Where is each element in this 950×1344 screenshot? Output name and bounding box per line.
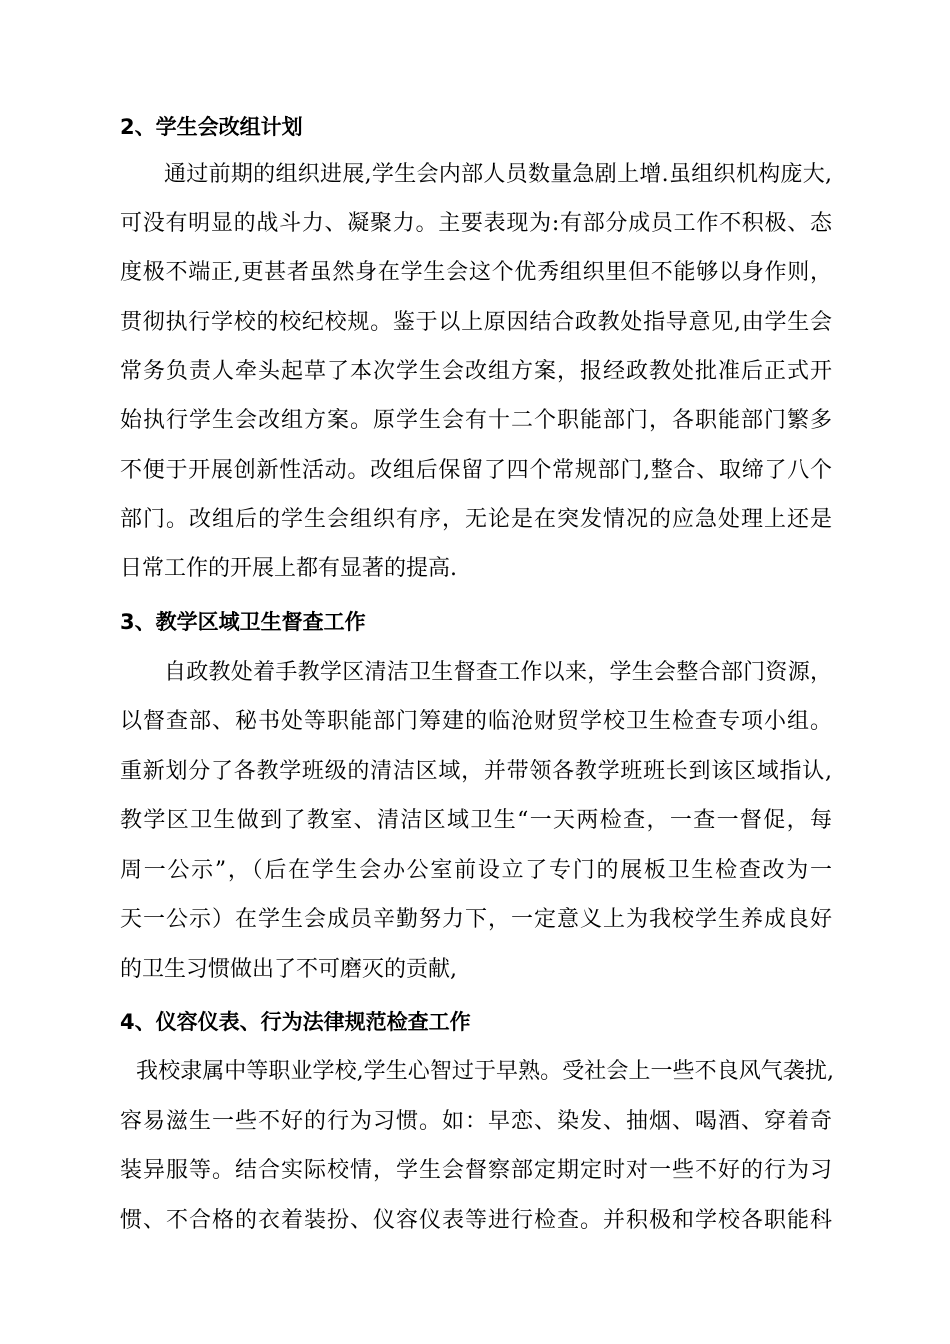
paragraph-line: 天一公示）在学生会成员辛勤努力下，一定意义上为我校学生养成良好 (120, 907, 832, 932)
paragraph-line: 教学区卫生做到了教室、清洁区域卫生“一天两检查，一查一督促，每 (120, 808, 832, 833)
paragraph-line: 不便于开展创新性活动。改组后保留了四个常规部门,整合、取缔了八个 (120, 458, 832, 483)
section-heading-3: 3、教学区域卫生督查工作 (120, 610, 366, 634)
paragraph-line: 常务负责人牵头起草了本次学生会改组方案，报经政教处批准后正式开 (120, 359, 832, 384)
paragraph-line: 度极不端正,更甚者虽然身在学生会这个优秀组织里但不能够以身作则， (120, 260, 832, 285)
paragraph-line: 的卫生习惯做出了不可磨灭的贡献, (120, 957, 457, 982)
section-heading-4: 4、仪容仪表、行为法律规范检查工作 (120, 1010, 471, 1034)
paragraph-line: 容易滋生一些不好的行为习惯。如：早恋、染发、抽烟、喝酒、穿着奇 (120, 1109, 832, 1134)
section-heading-2: 2、学生会改组计划 (120, 115, 303, 139)
paragraph-line: 以督查部、秘书处等职能部门筹建的临沧财贸学校卫生检查专项小组。 (120, 709, 832, 734)
paragraph-line: 周一公示”，（后在学生会办公室前设立了专门的展板卫生检查改为一 (120, 858, 832, 883)
paragraph-line: 自政教处着手教学区清洁卫生督查工作以来，学生会整合部门资源， (164, 660, 832, 685)
paragraph-line: 始执行学生会改组方案。原学生会有十二个职能部门，各职能部门繁多 (120, 408, 832, 433)
paragraph-line: 惯、不合格的衣着装扮、仪容仪表等进行检查。并积极和学校各职能科 (120, 1208, 832, 1233)
paragraph-line: 日常工作的开展上都有显著的提高. (120, 556, 457, 581)
paragraph-line: 部门。改组后的学生会组织有序，无论是在突发情况的应急处理上还是 (120, 507, 832, 532)
paragraph-line: 我校隶属中等职业学校,学生心智过于早熟。受社会上一些不良风气袭扰, (136, 1059, 834, 1084)
paragraph-line: 通过前期的组织进展,学生会内部人员数量急剧上增.虽组织机构庞大, (164, 162, 832, 187)
paragraph-line: 重新划分了各教学班级的清洁区域，并带领各教学班班长到该区域指认, (120, 759, 832, 784)
paragraph-line: 可没有明显的战斗力、凝聚力。主要表现为:有部分成员工作不积极、态 (120, 211, 832, 236)
paragraph-line: 贯彻执行学校的校纪校规。鉴于以上原因结合政教处指导意见,由学生会 (120, 310, 832, 335)
paragraph-line: 装异服等。结合实际校情，学生会督察部定期定时对一些不好的行为习 (120, 1158, 832, 1183)
